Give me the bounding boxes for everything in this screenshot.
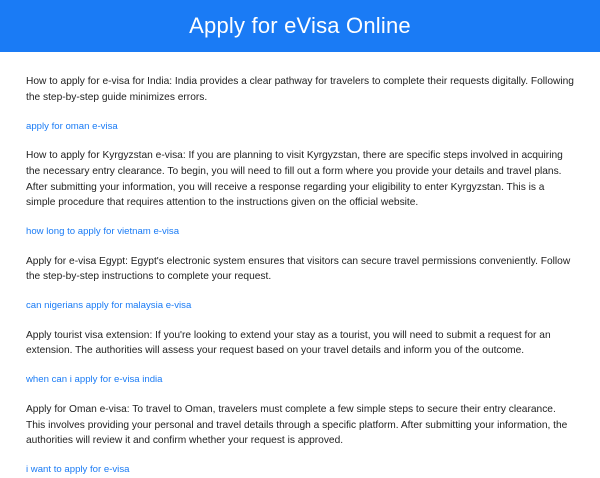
paragraph: How to apply for Kyrgyzstan e-visa: If you are planning to visit Kyrgyzstan, there are specific steps involved in acquiring the necessary entry clearance. To begin, you will need to fill out a form where you provide your details and travel plans. After submitting your information, you will receive a response regarding your eligibility to enter Kyrgyzstan. This is a simple procedure that requires attention to the instructions given on the official website. <box>26 150 563 209</box>
paragraph: How to apply for e-visa for India: India provides a clear pathway for travelers to complete their requests digitally. Following the step-by-step guide minimizes errors. <box>26 76 574 103</box>
paragraph: Apply for Oman e-visa: To travel to Oman, travelers must complete a few simple steps to secure their entry clearance. This involves providing your personal and travel details through a specific platform. After submitting your information, the authorities will review it and confirm whether your request is approved. <box>26 403 568 447</box>
page-title: Apply for eVisa Online <box>189 13 411 38</box>
content-link[interactable]: can nigerians apply for malaysia e-visa <box>26 300 192 312</box>
article-content <box>0 52 600 478</box>
content-link[interactable]: when can i apply for e-visa india <box>26 374 163 386</box>
paragraph: Apply tourist visa extension: If you're looking to extend your stay as a tourist, you will need to submit a request for an extension. The authorities will assess your request based on your travel details and inform you of the outcome. <box>26 329 551 357</box>
page-header <box>0 0 600 52</box>
paragraph: Apply for e-visa Egypt: Egypt's electronic system ensures that visitors can secure travel permissions conveniently. Follow the step-by-step instructions to complete your request. <box>26 255 571 283</box>
content-link[interactable]: apply for oman e-visa <box>26 120 118 132</box>
content-link[interactable]: i want to apply for e-visa <box>26 464 130 476</box>
content-link[interactable]: how long to apply for vietnam e-visa <box>26 226 180 238</box>
